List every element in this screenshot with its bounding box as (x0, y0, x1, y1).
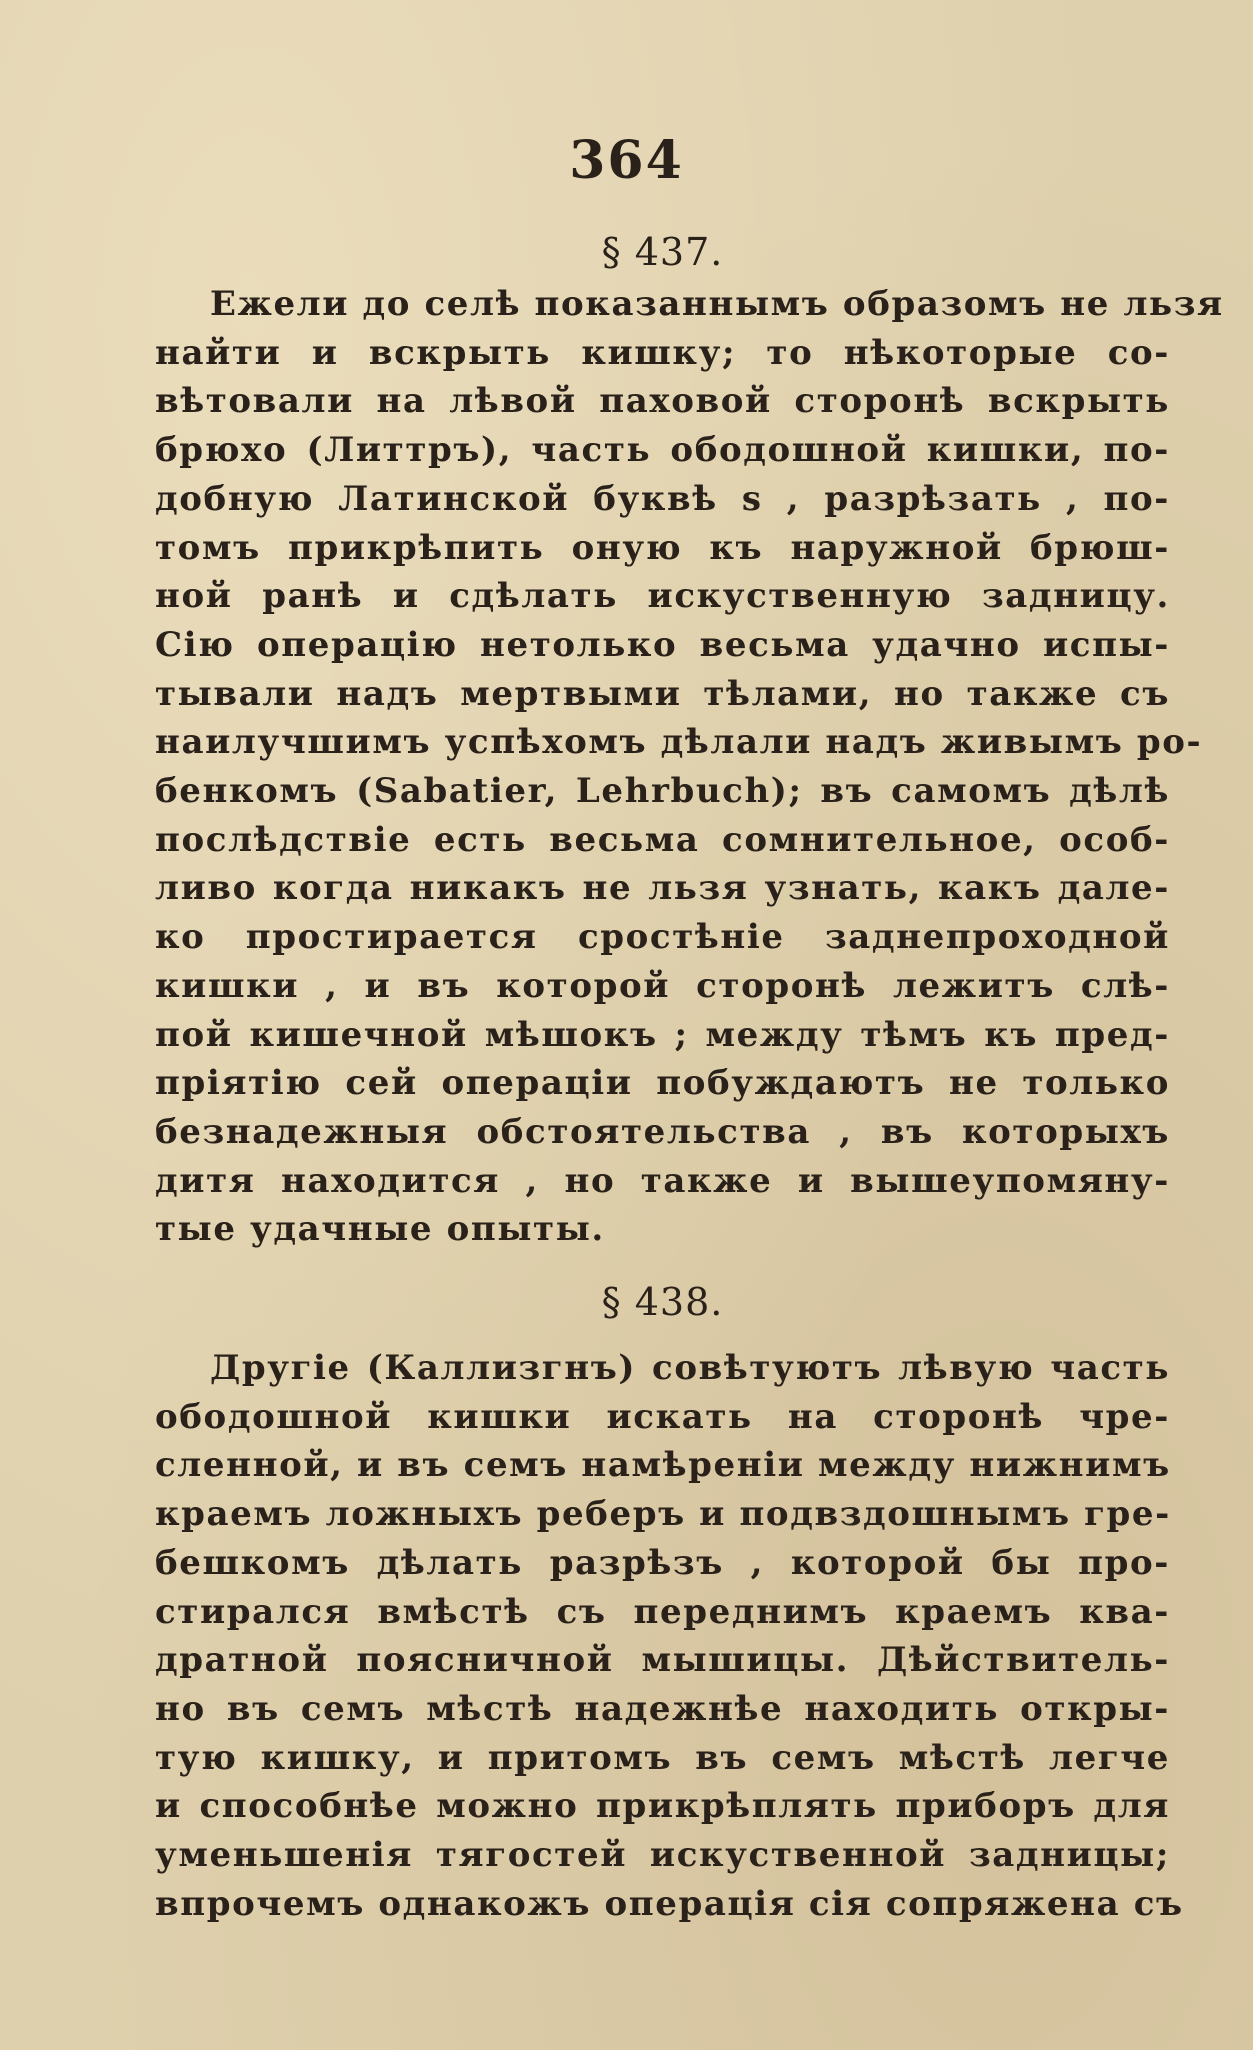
text-line: Ежели до селѣ показаннымъ образомъ не льзя (210, 284, 1224, 324)
text-line: дратной поясничной мышицы. Дѣйствитель- (155, 1640, 1170, 1681)
section-heading: § 438. (601, 1280, 724, 1324)
text-line: безнадежныя обстоятельства , въ которыхъ (155, 1111, 1170, 1152)
text-line: тую кишку, и притомъ въ семъ мѣстѣ легче (155, 1737, 1170, 1778)
section-438 (155, 1280, 1184, 1928)
text-line: ободошной кишки искать на сторонѣ чре- (155, 1396, 1170, 1437)
section-heading: § 437. (601, 230, 724, 274)
text-line: найти и вскрыть кишку; то нѣкоторые со- (155, 332, 1170, 373)
section-body (155, 1344, 1184, 1928)
text-line: томъ прикрѣпить оную къ наружной брюш- (155, 527, 1170, 568)
page-number: 364 (569, 130, 684, 191)
text-line: тывали надъ мертвыми тѣлами, но также съ (155, 673, 1170, 714)
text-line: и способнѣе можно прикрѣплять приборъ для (155, 1786, 1170, 1827)
text-line: Сiю операцiю нетолько весьма удачно испы- (155, 624, 1170, 665)
text-line: сленной, и въ семъ намѣренiи между нижнимъ (155, 1445, 1171, 1486)
text-line: тые удачные опыты. (155, 1209, 605, 1250)
text-line: дитя находится , но также и вышеупомяну- (155, 1160, 1170, 1201)
text-line: Другiе (Каллизгнъ) совѣтуютъ лѣвую часть (210, 1348, 1170, 1388)
text-line: добную Латинской буквѣ s , разрѣзать , по- (155, 478, 1170, 519)
text-line: стирался вмѣстѣ съ переднимъ краемъ ква- (155, 1591, 1170, 1632)
text-line: пой кишечной мѣшокъ ; между тѣмъ къ пред- (155, 1014, 1170, 1055)
text-line: наилучшимъ успѣхомъ дѣлали надъ живымъ ро- (155, 722, 1203, 763)
section-body (155, 280, 1224, 1254)
text-line: ливо когда никакъ не льзя узнать, какъ дале- (155, 868, 1170, 909)
text-line: краемъ ложныхъ реберъ и подвздошнымъ гре- (155, 1494, 1171, 1535)
section-437 (155, 230, 1224, 1254)
text-line: но въ семъ мѣстѣ надежнѣе находить откры- (155, 1688, 1170, 1729)
text-line: кишки , и въ которой сторонѣ лежитъ слѣ- (155, 965, 1170, 1006)
text-line: ной ранѣ и сдѣлать искуственную задницу. (155, 576, 1170, 617)
text-line: послѣдствiе есть весьма сомнительное, особ- (155, 819, 1170, 860)
text-line: вѣтовали на лѣвой паховой сторонѣ вскрыть (155, 381, 1170, 422)
text-line: брюхо (Литтръ), часть ободошной кишки, по- (155, 430, 1170, 471)
text-line: уменьшенiя тягостей искуственной задницы; (155, 1835, 1170, 1876)
text-line: бенкомъ (Sabatier, Lehrbuch); въ самомъ дѣлѣ (155, 771, 1170, 812)
text-line: ко простирается сростѣнiе заднепроходной (155, 917, 1170, 958)
text-line: бешкомъ дѣлать разрѣзъ , которой бы про- (155, 1542, 1170, 1583)
text-line: впрочемъ однакожъ операцiя сiя сопряжена съ (155, 1883, 1184, 1924)
text-line: прiятiю сей операцiи побуждаютъ не только (155, 1063, 1170, 1104)
